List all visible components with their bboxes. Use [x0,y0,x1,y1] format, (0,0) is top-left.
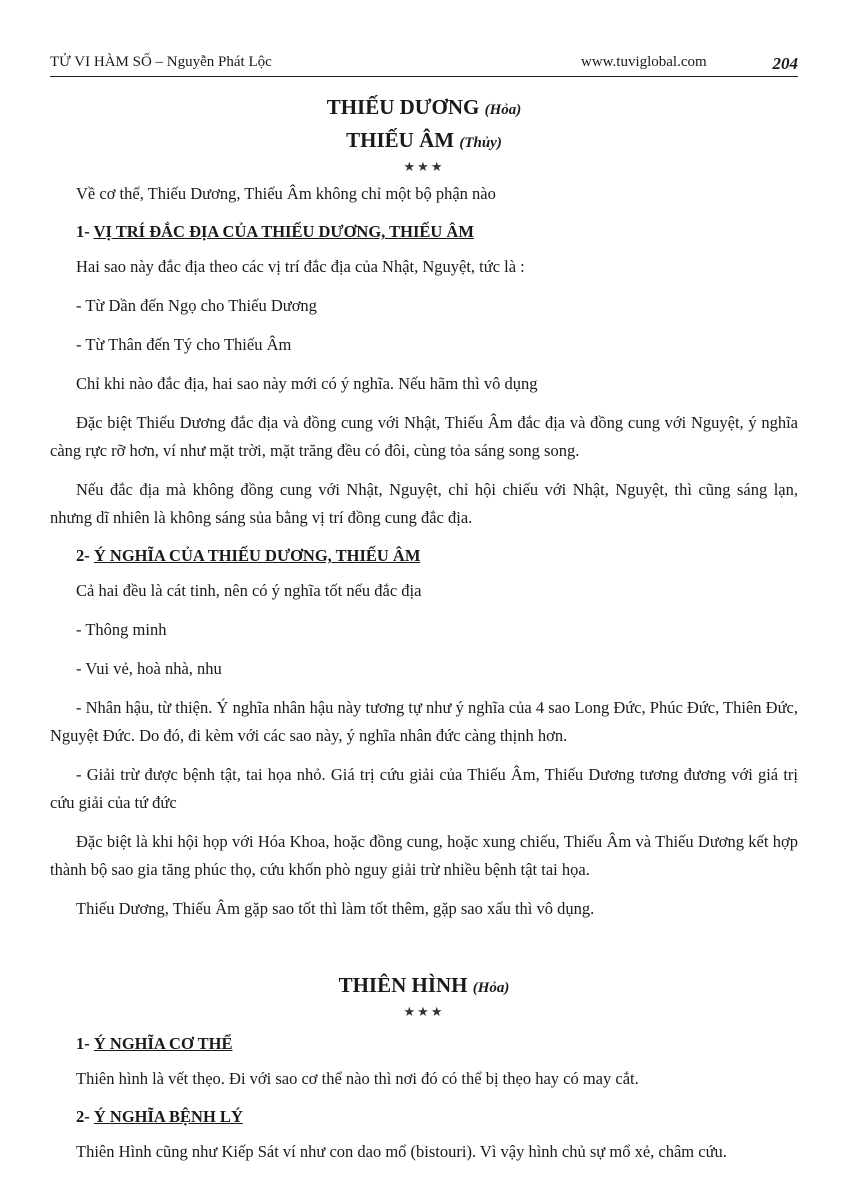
title-thieu-am [50,125,798,158]
title-text: THIÊN HÌNH [338,973,468,997]
element-label: (Hỏa) [484,102,522,118]
paragraph: - Từ Dần đến Ngọ cho Thiếu Dương [76,296,317,315]
section-heading [50,543,798,569]
paragraph: - Nhân hậu, từ thiện. Ý nghĩa nhân hậu này tương tự như ý nghĩa của 4 sao Long Đức, Phúc Đức, Thiên Đức, Nguyệt Đức. Do đó, đi kèm với các sao này, ý nghĩa nhân đức càng thịnh hơn. [50,698,798,745]
title-thieu-duong [50,92,798,125]
book-title: TỬ VI HÀM SỐ – Nguyễn Phát Lộc [50,54,272,70]
title-text: THIẾU DƯƠNG [326,95,480,119]
paragraph: Nếu đắc địa mà không đồng cung với Nhật, Nguyệt, chỉ hội chiếu với Nhật, Nguyệt, thì cũng sáng lạn, nhưng dĩ nhiên là không sáng sủa bằng vị trí đồng cung đắc địa. [50,480,798,527]
paragraph: - Từ Thân đến Tý cho Thiếu Âm [76,335,292,354]
paragraph: Về cơ thể, Thiếu Dương, Thiếu Âm không chỉ một bộ phận nào [76,184,496,203]
paragraph: Cả hai đều là cát tinh, nên có ý nghĩa tốt nếu đắc địa [76,581,422,600]
title-thien-hinh [50,970,798,1003]
section-heading [50,1104,798,1130]
heading-number: 2- [76,546,90,565]
paragraph: Hai sao này đắc địa theo các vị trí đắc địa của Nhật, Nguyệt, tức là : [76,257,525,276]
page-header [50,52,798,77]
paragraph: - Vui vẻ, hoà nhà, nhu [76,659,222,678]
paragraph: Đặc biệt Thiếu Dương đắc địa và đồng cung với Nhật, Thiếu Âm đắc địa và đồng cung với Nguyệt, ý nghĩa càng rực rỡ hơn, ví như mặt trời, mặt trăng đều có đôi, cùng tỏa sáng song song. [50,413,798,460]
element-label: (Thủy) [459,135,502,151]
paragraph: Thiếu Dương, Thiếu Âm gặp sao tốt thì làm tốt thêm, gặp sao xấu thì vô dụng. [76,899,595,918]
heading-text: Ý NGHĨA CƠ THỂ [93,1034,233,1053]
element-label: (Hỏa) [472,980,510,996]
heading-number: 1- [76,1034,90,1053]
page-number: 204 [772,54,798,73]
paragraph: Thiên hình là vết thẹo. Đi với sao cơ thể nào thì nơi đó có thể bị thẹo hay có may cắt. [76,1069,639,1088]
section-spacer [50,934,798,970]
page-content [50,92,798,1177]
heading-text: Ý NGHĨA BỆNH LÝ [93,1107,243,1126]
paragraph: Đặc biệt là khi hội họp với Hóa Khoa, hoặc đồng cung, hoặc xung chiếu, Thiếu Âm và Thiếu Dương kết hợp thành bộ sao gia tăng phúc thọ, cứu khốn phò nguy giải trừ nhiều bệnh tật tai họa. [50,832,798,879]
paragraph: Thiên Hình cũng như Kiếp Sát ví như con dao mổ (bistouri). Vì vậy hình chủ sự mổ xẻ, châm cứu. [76,1142,727,1161]
heading-number: 2- [76,1107,90,1126]
paragraph: - Thông minh [76,620,167,639]
title-text: THIẾU ÂM [346,128,455,152]
section-heading [50,1031,798,1057]
section-heading [50,219,798,245]
heading-number: 1- [76,222,90,241]
website-url: www.tuviglobal.com [581,54,707,70]
paragraph: - Giải trừ được bệnh tật, tai họa nhỏ. Giá trị cứu giải của Thiếu Âm, Thiếu Dương tương đương với giá trị cứu giải của tứ đức [50,765,798,812]
paragraph: Chỉ khi nào đắc địa, hai sao này mới có ý nghĩa. Nếu hãm thì vô dụng [76,374,538,393]
heading-text: Ý NGHĨA CỦA THIẾU DƯƠNG, THIẾU ÂM [93,546,421,565]
stars-divider: ★★★ [403,159,445,174]
heading-text: VỊ TRÍ ĐẮC ĐỊA CỦA THIẾU DƯƠNG, THIẾU ÂM [93,222,474,241]
stars-divider: ★★★ [403,1004,445,1019]
